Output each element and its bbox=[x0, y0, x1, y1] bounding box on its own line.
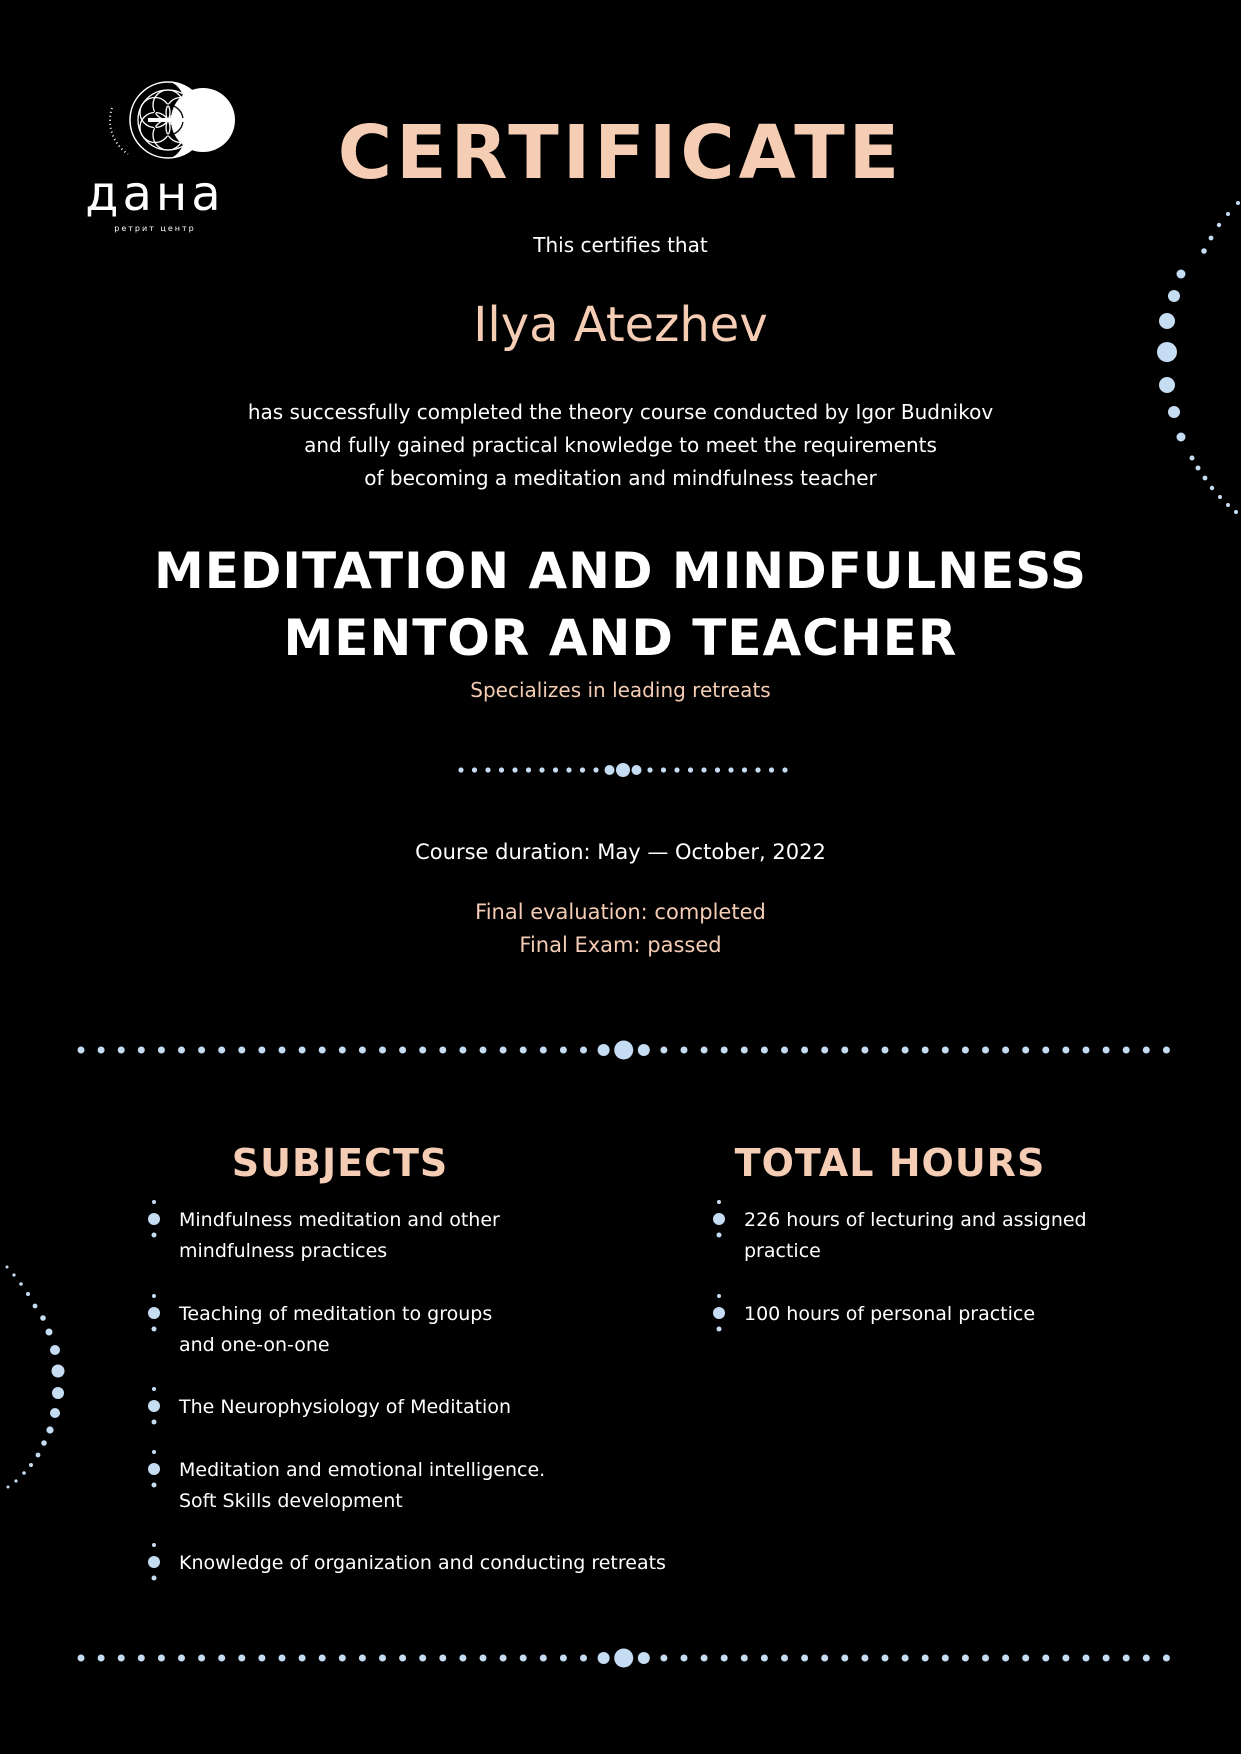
decor-dot bbox=[560, 1047, 567, 1054]
course-duration: Course duration: May — October, 2022 bbox=[415, 840, 826, 864]
decor-dot bbox=[152, 1200, 156, 1204]
decor-dot bbox=[688, 767, 693, 772]
decor-dot bbox=[861, 1047, 868, 1054]
decor-dot bbox=[962, 1655, 969, 1662]
recipient-name: Ilya Atezhev bbox=[473, 297, 768, 353]
decor-dot bbox=[713, 1213, 725, 1225]
decor-dot bbox=[580, 767, 585, 772]
decor-dot bbox=[1218, 495, 1222, 499]
list-item-line: Knowledge of organization and conducting retreats bbox=[179, 1552, 666, 1574]
bullet-dots-icon bbox=[709, 1290, 729, 1334]
decor-dot bbox=[721, 1047, 728, 1054]
decor-dot bbox=[218, 1655, 225, 1662]
decor-dot bbox=[922, 1047, 929, 1054]
decor-dot bbox=[942, 1047, 949, 1054]
decor-dot bbox=[218, 1047, 225, 1054]
decor-dot bbox=[52, 1387, 64, 1399]
decor-dot bbox=[598, 1652, 610, 1664]
decor-dot bbox=[614, 1041, 633, 1060]
decor-dot bbox=[148, 1400, 160, 1412]
decor-dot bbox=[50, 1408, 60, 1418]
decor-dot bbox=[1226, 503, 1230, 507]
decor-dot bbox=[78, 1047, 85, 1054]
course-title-line: MEDITATION AND MINDFULNESS bbox=[153, 542, 1088, 600]
decor-dot bbox=[339, 1047, 346, 1054]
decor-dot bbox=[520, 1047, 527, 1054]
decor-dot bbox=[1143, 1047, 1150, 1054]
decor-dot bbox=[152, 1420, 157, 1425]
decor-dot bbox=[1042, 1047, 1049, 1054]
decor-dot bbox=[152, 1233, 157, 1238]
decor-dot bbox=[821, 1655, 828, 1662]
decor-dot bbox=[801, 1047, 808, 1054]
certificate-title: CERTIFICATE bbox=[337, 110, 904, 196]
decor-dot bbox=[580, 1047, 587, 1054]
dot-divider bbox=[0, 1643, 1241, 1673]
decor-dot bbox=[717, 1294, 721, 1298]
decor-dot bbox=[681, 1047, 688, 1054]
decor-dot bbox=[761, 1655, 768, 1662]
decor-dot bbox=[33, 1304, 38, 1309]
decor-dot bbox=[399, 1047, 406, 1054]
decor-dot bbox=[152, 1483, 157, 1488]
decor-dot bbox=[701, 1655, 708, 1662]
decor-dot bbox=[439, 1655, 446, 1662]
decor-dot bbox=[540, 1655, 547, 1662]
decor-dot bbox=[741, 1047, 748, 1054]
decor-dot bbox=[781, 1047, 788, 1054]
decor-dot bbox=[78, 1655, 85, 1662]
decor-dot bbox=[598, 1044, 610, 1056]
decor-dot bbox=[52, 1365, 65, 1378]
decor-dot bbox=[632, 765, 642, 775]
dot-divider bbox=[0, 1035, 1241, 1065]
decor-dot bbox=[902, 1047, 909, 1054]
decor-dot bbox=[6, 1266, 9, 1269]
bullet-dots-icon bbox=[144, 1196, 164, 1240]
decor-dot bbox=[359, 1047, 366, 1054]
decor-dot bbox=[755, 767, 760, 772]
logo-tagline: ретрит центр bbox=[114, 224, 196, 233]
decor-dot bbox=[742, 767, 747, 772]
final-evaluation: Final evaluation: completed bbox=[475, 900, 766, 924]
decor-dot bbox=[148, 1556, 160, 1568]
decor-dot bbox=[566, 767, 571, 772]
decor-dot bbox=[138, 1047, 145, 1054]
decor-dot bbox=[399, 1655, 406, 1662]
decor-dot bbox=[379, 1047, 386, 1054]
decor-dot bbox=[152, 1450, 156, 1454]
decor-dot bbox=[379, 1655, 386, 1662]
left-dot-arc bbox=[0, 1255, 100, 1495]
decor-dot bbox=[701, 767, 706, 772]
decor-dot bbox=[782, 767, 787, 772]
decor-dot bbox=[98, 1047, 105, 1054]
decor-dot bbox=[1103, 1047, 1110, 1054]
decor-dot bbox=[605, 765, 615, 775]
decor-dot bbox=[1177, 270, 1186, 279]
decor-dot bbox=[512, 767, 517, 772]
decor-dot bbox=[861, 1655, 868, 1662]
decor-dot bbox=[198, 1655, 205, 1662]
decor-dot bbox=[1163, 1047, 1170, 1054]
decor-dot bbox=[178, 1655, 185, 1662]
decor-dot bbox=[148, 1307, 160, 1319]
decor-dot bbox=[728, 767, 733, 772]
decor-dot bbox=[1042, 1655, 1049, 1662]
decor-dot bbox=[526, 767, 531, 772]
decor-dot bbox=[1022, 1655, 1029, 1662]
list-item bbox=[744, 1205, 1087, 1267]
decor-dot bbox=[499, 767, 504, 772]
decor-dot bbox=[238, 1655, 245, 1662]
decor-dot bbox=[118, 1047, 125, 1054]
decor-dot bbox=[841, 1047, 848, 1054]
decor-dot bbox=[560, 1655, 567, 1662]
decor-dot bbox=[553, 767, 558, 772]
decor-dot bbox=[98, 1655, 105, 1662]
course-title bbox=[0, 538, 1241, 672]
decor-dot bbox=[674, 767, 679, 772]
decor-dot bbox=[46, 1426, 53, 1433]
decor-dot bbox=[1002, 1047, 1009, 1054]
decor-dot bbox=[158, 1047, 165, 1054]
course-title-line: MENTOR AND TEACHER bbox=[283, 609, 958, 667]
decor-dot bbox=[359, 1655, 366, 1662]
decor-dot bbox=[1143, 1655, 1150, 1662]
decor-dot bbox=[480, 1655, 487, 1662]
decor-dot bbox=[339, 1655, 346, 1662]
decor-dot bbox=[660, 1655, 667, 1662]
total-hours-title: TOTAL HOURS bbox=[734, 1141, 1046, 1185]
decor-dot bbox=[1062, 1047, 1069, 1054]
decor-dot bbox=[22, 1471, 26, 1475]
decor-dot bbox=[1103, 1655, 1110, 1662]
decor-dot bbox=[982, 1047, 989, 1054]
decor-dot bbox=[841, 1655, 848, 1662]
decor-dot bbox=[152, 1387, 156, 1391]
decor-dot bbox=[299, 1047, 306, 1054]
decor-dot bbox=[1159, 377, 1175, 393]
decor-dot bbox=[717, 1233, 722, 1238]
decor-dot bbox=[717, 1200, 721, 1204]
description-line: has successfully completed the theory course conducted by Igor Budnikov bbox=[247, 400, 994, 424]
decor-dot bbox=[238, 1047, 245, 1054]
decor-dot bbox=[982, 1655, 989, 1662]
decor-dot bbox=[485, 767, 490, 772]
bullet-dots-icon bbox=[709, 1196, 729, 1240]
decor-dot bbox=[118, 1655, 125, 1662]
decor-dot bbox=[12, 1273, 15, 1276]
decor-dot bbox=[279, 1047, 286, 1054]
decor-dot bbox=[148, 1213, 160, 1225]
decor-dot bbox=[41, 1440, 47, 1446]
decor-dot bbox=[1217, 223, 1221, 227]
decor-dot bbox=[721, 1655, 728, 1662]
list-item bbox=[179, 1299, 492, 1361]
decor-dot bbox=[1062, 1655, 1069, 1662]
decor-dot bbox=[520, 1655, 527, 1662]
decor-dot bbox=[661, 767, 666, 772]
list-item-line: 100 hours of personal practice bbox=[744, 1303, 1036, 1325]
decor-dot bbox=[1022, 1047, 1029, 1054]
decor-dot bbox=[138, 1655, 145, 1662]
decor-dot bbox=[821, 1047, 828, 1054]
description-line: and fully gained practical knowledge to meet the requirements bbox=[304, 433, 937, 457]
decor-dot bbox=[472, 767, 477, 772]
bullet-dots-icon bbox=[144, 1290, 164, 1334]
decor-dot bbox=[258, 1655, 265, 1662]
decor-dot bbox=[7, 1486, 10, 1489]
logo-name: дана bbox=[85, 166, 225, 222]
decor-dot bbox=[1002, 1655, 1009, 1662]
decor-dot bbox=[419, 1047, 426, 1054]
list-item-line: and one-on-one bbox=[179, 1334, 330, 1356]
description bbox=[0, 396, 1241, 495]
decor-dot bbox=[1083, 1655, 1090, 1662]
list-item-line: mindfulness practices bbox=[179, 1240, 388, 1262]
description-line: of becoming a meditation and mindfulness teacher bbox=[364, 466, 877, 490]
decor-dot bbox=[701, 1047, 708, 1054]
decor-dot bbox=[1083, 1047, 1090, 1054]
decor-dot bbox=[29, 1463, 33, 1467]
decor-dot bbox=[319, 1047, 326, 1054]
list-item-line: Mindfulness meditation and other bbox=[179, 1209, 500, 1231]
decor-dot bbox=[616, 763, 630, 777]
decor-dot bbox=[962, 1047, 969, 1054]
decor-dot bbox=[638, 1044, 650, 1056]
decor-dot bbox=[715, 767, 720, 772]
decor-dot bbox=[593, 767, 598, 772]
list-item-line: Teaching of meditation to groups bbox=[179, 1303, 493, 1325]
decor-dot bbox=[1226, 212, 1230, 216]
decor-dot bbox=[198, 1047, 205, 1054]
decor-dot bbox=[647, 767, 652, 772]
decor-dot bbox=[540, 1047, 547, 1054]
decor-dot bbox=[500, 1655, 507, 1662]
list-item-line: Meditation and emotional intelligence. bbox=[179, 1459, 546, 1481]
decor-dot bbox=[638, 1652, 650, 1664]
certifies-text: This certifies that bbox=[533, 233, 708, 257]
decor-dot bbox=[1234, 510, 1238, 514]
decor-dot bbox=[152, 1576, 157, 1581]
final-exam: Final Exam: passed bbox=[519, 933, 722, 957]
decor-dot bbox=[781, 1655, 788, 1662]
decor-dot bbox=[152, 1543, 156, 1547]
list-item-line: 226 hours of lecturing and assigned bbox=[744, 1209, 1087, 1231]
decor-dot bbox=[1236, 201, 1240, 205]
subjects-title: SUBJECTS bbox=[231, 1141, 449, 1185]
decor-dot bbox=[258, 1047, 265, 1054]
decor-dot bbox=[459, 1655, 466, 1662]
decor-dot bbox=[882, 1655, 889, 1662]
decor-dot bbox=[922, 1655, 929, 1662]
decor-dot bbox=[459, 1047, 466, 1054]
decor-dot bbox=[152, 1327, 157, 1332]
decor-dot bbox=[158, 1655, 165, 1662]
bullet-dots-icon bbox=[144, 1539, 164, 1583]
decor-dot bbox=[902, 1655, 909, 1662]
decor-dot bbox=[500, 1047, 507, 1054]
decor-dot bbox=[660, 1047, 667, 1054]
decor-dot bbox=[580, 1655, 587, 1662]
evaluations bbox=[0, 896, 1241, 962]
decor-dot bbox=[148, 1463, 160, 1475]
bullet-dots-icon bbox=[144, 1383, 164, 1427]
decor-dot bbox=[46, 1329, 53, 1336]
decor-dot bbox=[713, 1307, 725, 1319]
decor-dot bbox=[40, 1315, 46, 1321]
list-item bbox=[179, 1392, 511, 1423]
list-item bbox=[744, 1299, 1035, 1330]
decor-dot bbox=[480, 1047, 487, 1054]
decor-dot bbox=[439, 1047, 446, 1054]
decor-dot bbox=[681, 1655, 688, 1662]
decor-dot bbox=[741, 1655, 748, 1662]
specialization: Specializes in leading retreats bbox=[470, 678, 771, 702]
decor-dot bbox=[1123, 1655, 1130, 1662]
decor-dot bbox=[50, 1345, 60, 1355]
decor-dot bbox=[319, 1655, 326, 1662]
list-item-line: practice bbox=[744, 1240, 821, 1262]
decor-dot bbox=[539, 767, 544, 772]
decor-dot bbox=[36, 1453, 41, 1458]
decor-dot bbox=[1123, 1047, 1130, 1054]
decor-dot bbox=[419, 1655, 426, 1662]
decor-dot bbox=[14, 1479, 17, 1482]
decor-dot bbox=[178, 1047, 185, 1054]
small-dot-divider bbox=[0, 760, 1241, 780]
bullet-dots-icon bbox=[144, 1446, 164, 1490]
decor-dot bbox=[458, 767, 463, 772]
decor-dot bbox=[1163, 1655, 1170, 1662]
decor-dot bbox=[614, 1649, 633, 1668]
decor-dot bbox=[801, 1655, 808, 1662]
decor-dot bbox=[761, 1047, 768, 1054]
list-item-line: Soft Skills development bbox=[179, 1490, 403, 1512]
list-item bbox=[179, 1455, 545, 1517]
decor-dot bbox=[26, 1292, 30, 1296]
decor-dot bbox=[152, 1294, 156, 1298]
list-item bbox=[179, 1548, 666, 1579]
decor-dot bbox=[717, 1327, 722, 1332]
decor-dot bbox=[279, 1655, 286, 1662]
list-item-line: The Neurophysiology of Meditation bbox=[179, 1396, 511, 1418]
decor-dot bbox=[942, 1655, 949, 1662]
decor-dot bbox=[19, 1282, 23, 1286]
decor-dot bbox=[882, 1047, 889, 1054]
list-item bbox=[179, 1205, 500, 1267]
decor-dot bbox=[299, 1655, 306, 1662]
decor-dot bbox=[769, 767, 774, 772]
